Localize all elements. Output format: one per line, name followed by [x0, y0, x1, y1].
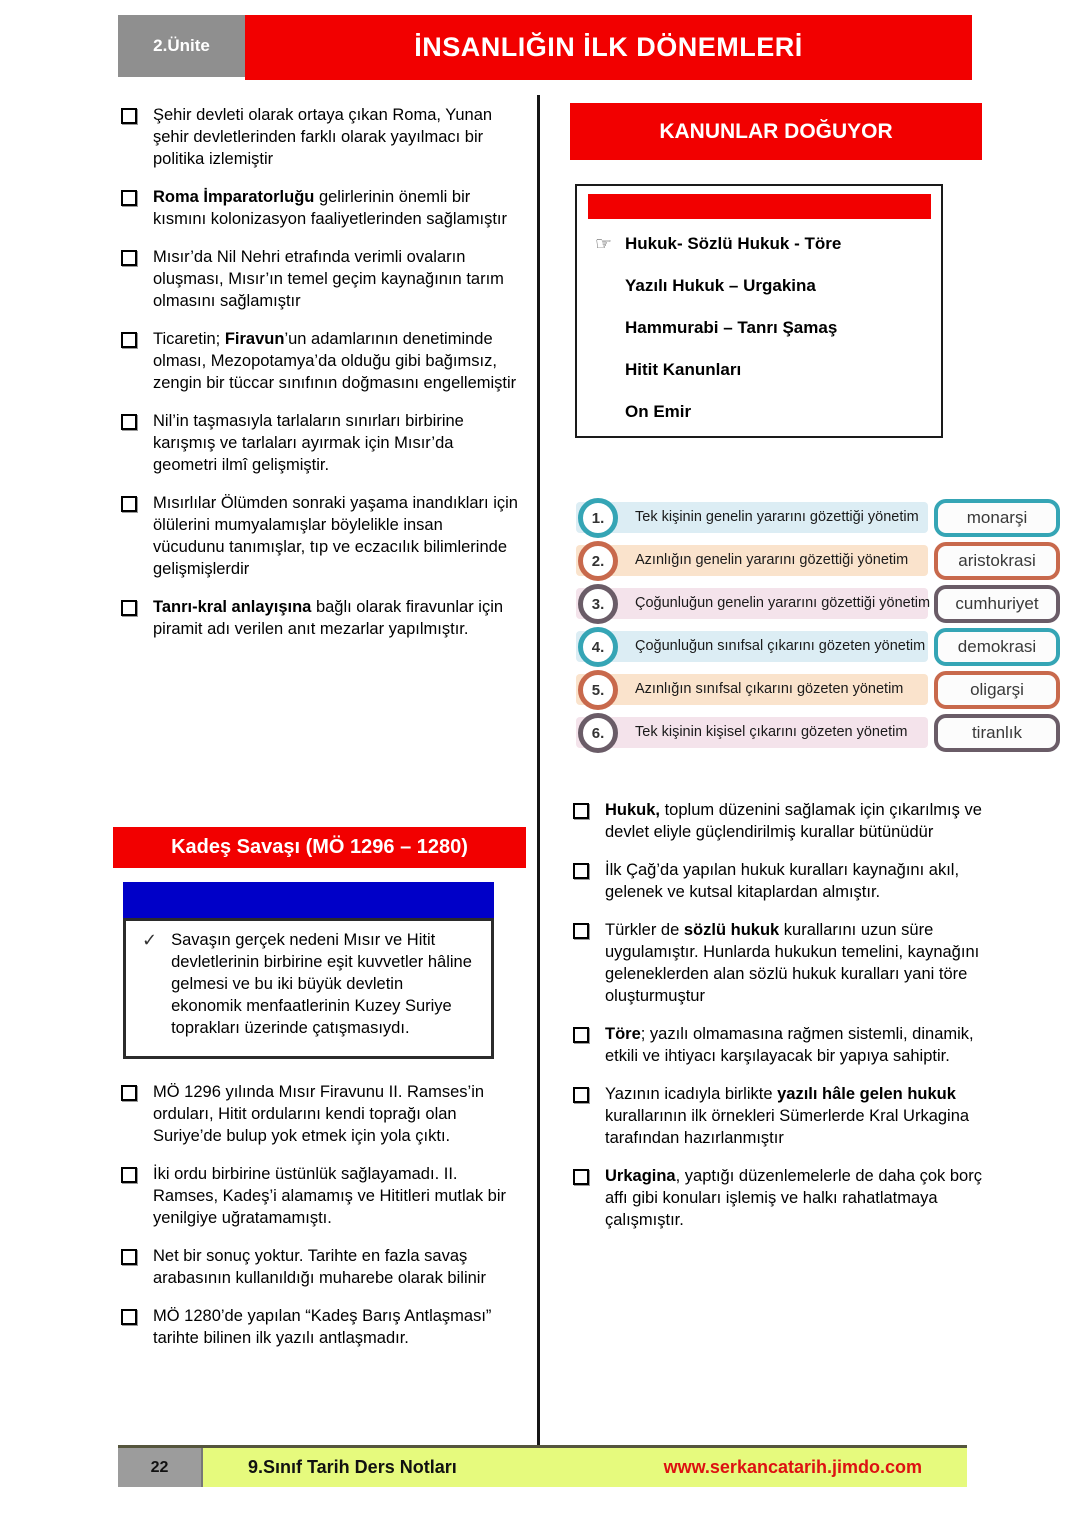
checkbox-bullet-icon [121, 414, 137, 430]
unit-number-box: 2.Ünite [118, 15, 245, 77]
government-label-pill: oligarşi [934, 671, 1060, 709]
law-item-text: On Emir [625, 402, 692, 421]
page-title: İNSANLIĞIN İLK DÖNEMLERİ [245, 15, 972, 80]
bullet-item [118, 1305, 530, 1349]
number-circle: 1. [578, 498, 618, 538]
footer-bar [203, 1448, 967, 1487]
law-list-item [577, 349, 941, 391]
government-label-pill: tiranlık [934, 714, 1060, 752]
law-item-text: Yazılı Hukuk – Urgakina [625, 276, 816, 295]
number-circle: 6. [578, 713, 618, 753]
law-box-red-strip [588, 194, 931, 219]
kades-section-title: Kadeş Savaşı (MÖ 1296 – 1280) [113, 827, 526, 868]
left-column-bullet-list [118, 104, 530, 656]
law-item-text: Hukuk- Sözlü Hukuk - Töre [625, 234, 842, 253]
government-label-pill: aristokrasi [934, 542, 1060, 580]
law-list-item [577, 307, 941, 349]
government-row [573, 629, 1060, 665]
bullet-item [118, 186, 530, 230]
bullet-text: Türkler de sözlü hukuk kurallarını uzun süre uygulamıştır. Hunlarda hukukun temelini, kaynağını geleneklerden alan sözlü hukuk kuralları yani töre oluşturmuştur [605, 921, 980, 1005]
bullet-item [118, 1081, 530, 1147]
law-item-list [577, 223, 941, 433]
bullet-item [118, 328, 530, 394]
bullet-item [118, 492, 530, 580]
column-divider [537, 95, 540, 1447]
checkbox-bullet-icon [573, 1027, 589, 1043]
checkbox-bullet-icon [121, 250, 137, 266]
kades-note-text: Savaşın gerçek nedeni Mısır ve Hitit devletlerinin birbirine eşit kuvvetler hâline gelmesi ve bu iki büyük devletin ekonomik menfaatlerinin Kuzey Suriye toprakları üzerinde çatışmasıydı. [171, 931, 472, 1037]
government-description: Azınlığın genelin yararını gözettiği yönetim [635, 552, 909, 568]
bullet-item [118, 246, 530, 312]
bullet-text: Urkagina, yaptığı düzenlemelerle de daha çok borç affı gibi konuları işlemiş ve halkı rahatlatmaya çalışmıştır. [605, 1167, 982, 1229]
checkbox-bullet-icon [121, 1249, 137, 1265]
law-item-text: Hitit Kanunları [625, 360, 742, 379]
government-description: Azınlığın sınıfsal çıkarını gözeten yönetim [635, 681, 904, 697]
bullet-text: Nil’in taşmasıyla tarlaların sınırları birbirine karışmış ve tarlaları ayırmak için Mısır’da geometri ilmî gelişmiştir. [153, 412, 464, 474]
bullet-text: Hukuk, toplum düzenini sağlamak için çıkarılmış ve devlet eliyle güçlendirilmiş kurallar bütünüdür [605, 801, 982, 841]
bullet-text: İlk Çağ’da yapılan hukuk kuralları kaynağını akıl, gelenek ve kutsal kitaplardan almıştır. [605, 861, 960, 901]
government-row [573, 672, 1060, 708]
bullet-item [118, 104, 530, 170]
bullet-item [118, 596, 530, 640]
checkmark-icon: ✓ [142, 930, 158, 950]
government-row [573, 715, 1060, 751]
government-description: Çoğunluğun genelin yararını gözettiği yönetim [635, 595, 931, 611]
bullet-item [118, 1163, 530, 1229]
number-circle: 5. [578, 670, 618, 710]
number-circle: 2. [578, 541, 618, 581]
law-list-item [577, 391, 941, 433]
law-list-item [577, 265, 941, 307]
checkbox-bullet-icon [121, 600, 137, 616]
bullet-item [570, 859, 1000, 903]
number-circle: 3. [578, 584, 618, 624]
kanunlar-section-title: KANUNLAR DOĞUYOR [570, 103, 982, 160]
bullet-item [570, 919, 1000, 1007]
checkbox-bullet-icon [121, 190, 137, 206]
bullet-text: Mısır’da Nil Nehri etrafında verimli ovaların oluşması, Mısır’ın temel geçim kaynağının tarım olmasını sağlamıştır [153, 248, 504, 310]
bullet-text: İki ordu birbirine üstünlük sağlayamadı. II. Ramses, Kadeş’i alamamış ve Hititleri mutlak bir yenilgiye uğratamamıştı. [153, 1165, 507, 1227]
kades-note-box [123, 918, 494, 1059]
pointing-hand-icon: ☞ [595, 233, 613, 255]
bullet-item [118, 1245, 530, 1289]
right-column-bullet-list [570, 799, 1000, 1247]
bullet-text: Şehir devleti olarak ortaya çıkan Roma, Yunan şehir devletlerinden farklı olarak yayılmacı bir politika izlemiştir [153, 106, 493, 168]
checkbox-bullet-icon [121, 496, 137, 512]
number-circle: 4. [578, 627, 618, 667]
kades-bullet-list [118, 1081, 530, 1365]
bullet-text: Töre; yazılı olmamasına rağmen sistemli, dinamik, etkili ve ihtiyacı karşılayacak bir yapıya sahiptir. [605, 1025, 974, 1065]
bullet-text: Mısırlılar Ölümden sonraki yaşama inandıkları için ölülerini mumyalamışlar böylelikle insan vücudunu tanımışlar, tıp ve eczacılık bilimlerinde gelişmişlerdir [153, 494, 518, 578]
bullet-item [570, 1023, 1000, 1067]
government-types-list [573, 500, 1060, 758]
law-list-item [577, 223, 941, 265]
kades-blue-bar [123, 882, 494, 918]
government-description: Çoğunluğun sınıfsal çıkarını gözeten yönetim [635, 638, 926, 654]
footer-course-label: 9.Sınıf Tarih Ders Notları [248, 1457, 457, 1477]
bullet-text: Ticaretin; Firavun’un adamlarının denetiminde olması, Mezopotamya’da olduğu gibi bağımsız, zengin bir tüccar sınıfının doğmasını engellemiştir [153, 330, 517, 392]
bullet-text: Net bir sonuç yoktur. Tarihte en fazla savaş arabasının kullanıldığı muharebe olarak bilinir [153, 1247, 486, 1287]
bullet-text: MÖ 1296 yılında Mısır Firavunu II. Ramses’in orduları, Hitit ordularını kendi toprağı olan Suriye’de bulup yok etmek için yola çıktı. [153, 1083, 485, 1145]
government-label-pill: cumhuriyet [934, 585, 1060, 623]
bullet-text: Roma İmparatorluğu gelirlerinin önemli bir kısmını kolonizasyon faaliyetlerinden sağlamıştır [153, 188, 507, 228]
law-box [575, 184, 943, 438]
government-label-pill: monarşi [934, 499, 1060, 537]
checkbox-bullet-icon [121, 1085, 137, 1101]
checkbox-bullet-icon [573, 863, 589, 879]
checkbox-bullet-icon [121, 1167, 137, 1183]
footer-website-url: www.serkancatarih.jimdo.com [663, 1457, 922, 1477]
bullet-text: Tanrı-kral anlayışına bağlı olarak firavunlar için piramit adı verilen anıt mezarlar yapılmıştır. [153, 598, 504, 638]
bullet-text: Yazının icadıyla birlikte yazılı hâle gelen hukuk kurallarının ilk örnekleri Sümerlerde Kral Urkagina tarafından hazırlanmıştır [605, 1085, 970, 1147]
government-row [573, 586, 1060, 622]
checkbox-bullet-icon [573, 1087, 589, 1103]
bullet-item [570, 799, 1000, 843]
government-description: Tek kişinin kişisel çıkarını gözeten yönetim [635, 724, 908, 740]
government-description: Tek kişinin genelin yararını gözettiği yönetim [635, 509, 919, 525]
checkbox-bullet-icon [121, 108, 137, 124]
checkbox-bullet-icon [573, 923, 589, 939]
page-number: 22 [118, 1448, 203, 1487]
bullet-text: MÖ 1280’de yapılan “Kadeş Barış Antlaşması” tarihte bilinen ilk yazılı antlaşmadır. [153, 1307, 492, 1347]
bullet-item [570, 1083, 1000, 1149]
government-row [573, 543, 1060, 579]
bullet-item [570, 1165, 1000, 1231]
checkbox-bullet-icon [121, 332, 137, 348]
bullet-item [118, 410, 530, 476]
government-row [573, 500, 1060, 536]
checkbox-bullet-icon [573, 1169, 589, 1185]
law-item-text: Hammurabi – Tanrı Şamaş [625, 318, 838, 337]
checkbox-bullet-icon [121, 1309, 137, 1325]
government-label-pill: demokrasi [934, 628, 1060, 666]
checkbox-bullet-icon [573, 803, 589, 819]
